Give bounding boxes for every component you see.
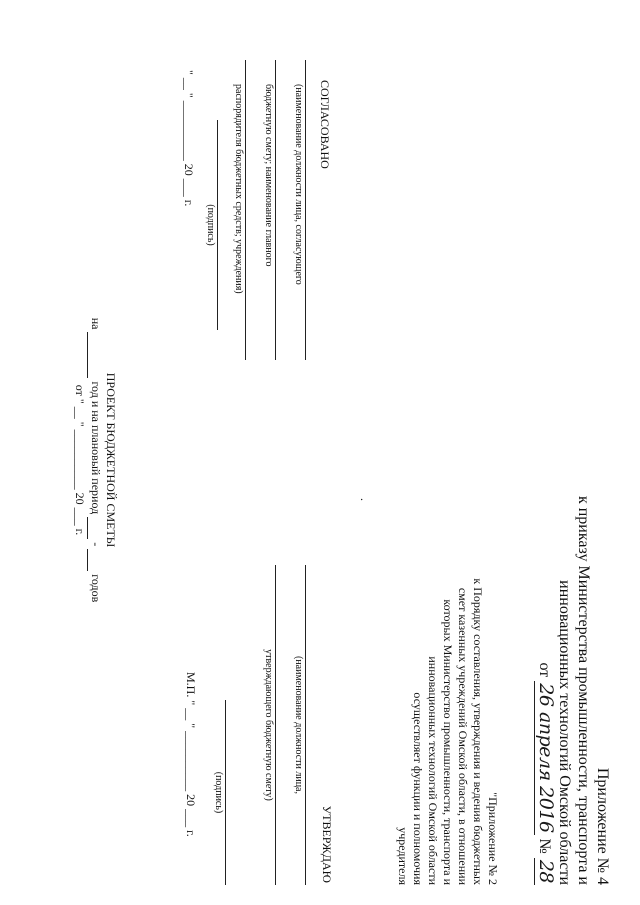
budget-period-line [87,250,103,670]
budget-period-middle: год и на плановый период [89,381,103,515]
appendix-line: которых Министерство промышленности, транспорта и [441,599,455,885]
agreed-caption-3: распорядителя бюджетных средств; учреждения) [233,84,244,294]
agreed-date-line: " __ " __________ 20 ___ г. [182,70,196,207]
appendix-block [395,578,500,885]
budget-period-suffix: годов [89,574,103,603]
order-number-handwritten: 28 [535,859,557,883]
appendix-line: осуществляет функции и полномочия [411,692,425,885]
budget-block [72,250,118,670]
agreed-line-2 [275,60,276,360]
approve-caption-1: (наименование должности лица, [293,655,304,794]
budget-period-prefix: на [89,317,103,330]
agreed-title: СОГЛАСОВАНО [318,80,332,169]
appendix-line: инновационных технологий Омской области [426,656,440,885]
approve-position-line-1 [305,565,306,885]
appendix-line: смет казенных учреждений Омской области, в отношении [456,587,470,885]
approve-caption-2: утверждающего бюджетную смету) [263,649,274,801]
appendix-line: учредителя [396,827,410,885]
order-reference-line: к приказу Министерства промышленности, транспорта и [575,495,592,885]
order-date-handwritten: 26 апреля 2016 [535,683,557,833]
order-date-line [534,496,555,885]
approve-title: УТВЕРЖДАЮ [320,805,334,883]
approve-signature-caption: (подпись) [213,771,224,814]
agreed-line-3 [245,60,246,360]
order-date-prefix: от [536,662,553,678]
order-date-field [534,681,555,834]
budget-plan-start-blank [87,517,103,539]
approve-date-line: М.П. " __ " __________ 20 ___ г. [184,672,198,837]
budget-date-line: от " __ " __________ 20 ___ г. [73,384,87,536]
agreed-line-1 [305,60,306,360]
stray-mark: . [358,498,372,501]
budget-year-blank [87,332,103,378]
order-ministry-line: инновационных технологий Омской области [556,580,573,885]
agreed-signature-line [217,120,218,330]
agreed-caption-2: бюджетную смету; наименование главного [263,84,274,267]
order-number-label: № [536,838,553,854]
approve-signature-line [225,700,226,885]
agreed-signature-caption: (подпись) [205,204,216,246]
agreed-caption-1: (наименование должности лица, согласующего [293,84,304,285]
budget-title: ПРОЕКТ БЮДЖЕТНОЙ СМЕТЫ [104,372,118,548]
budget-plan-end-blank [87,549,103,571]
appendix-line: к Порядку составления, утверждения и ведения бюджетных [471,578,485,885]
order-header [534,496,612,885]
appendix-line: "Приложение № 2 [486,792,500,885]
approve-position-line-2 [275,565,276,885]
order-number-field [534,858,555,885]
order-appendix-number: Приложение № 4 [594,767,611,885]
budget-period-dash: - [89,542,103,547]
